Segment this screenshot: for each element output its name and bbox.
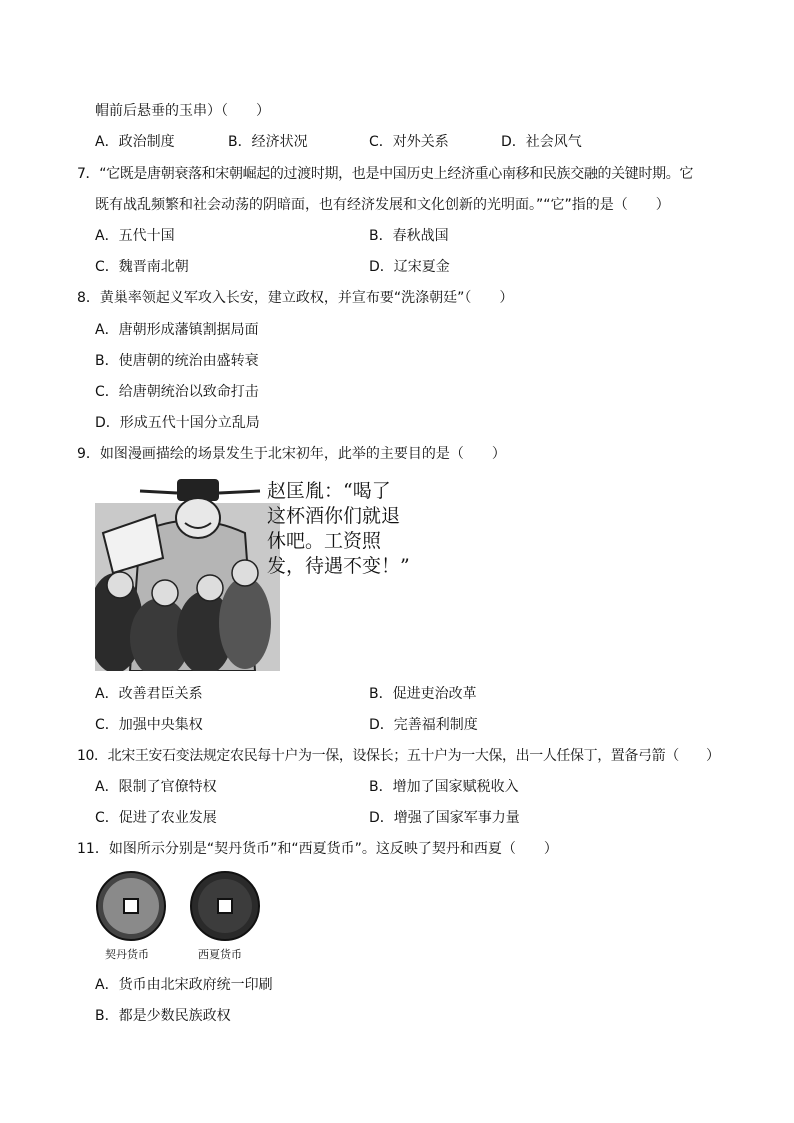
- q8-option-c: C．给唐朝统治以致命打击: [95, 384, 259, 400]
- q7-option-b: B．春秋战国: [369, 228, 449, 244]
- q10-option-c: C．促进了农业发展: [95, 810, 217, 826]
- q10-option-d: D．增强了国家军事力量: [369, 810, 520, 826]
- speech-line: 这杯酒你们就退: [267, 505, 401, 527]
- q10-option-b: B．增加了国家赋税收入: [369, 779, 519, 795]
- q6-option-d: D．社会风气: [501, 134, 582, 150]
- q8-option-a: A．唐朝形成藩镇割据局面: [95, 322, 259, 338]
- q8-option-d: D．形成五代十国分立乱局: [95, 415, 260, 431]
- coin-label-khitan: 契丹货币: [105, 948, 149, 961]
- q6-option-c: C．对外关系: [369, 134, 449, 150]
- q8-option-b: B．使唐朝的统治由盛转衰: [95, 353, 259, 369]
- q9-option-d: D．完善福利制度: [369, 717, 478, 733]
- q6-stem-continuation: 帽前后悬垂的玉串）（ ）: [95, 103, 270, 119]
- q9-option-b: B．促进吏治改革: [369, 686, 477, 702]
- q9-option-c: C．加强中央集权: [95, 717, 203, 733]
- speech-line: 赵匡胤：“喝了: [267, 480, 391, 502]
- q7-option-d: D．辽宋夏金: [369, 259, 450, 275]
- q11-option-b: B．都是少数民族政权: [95, 1008, 231, 1024]
- q11-stem: 11．如图所示分别是“契丹货币”和“西夏货币”。这反映了契丹和西夏（ ）: [77, 841, 558, 857]
- q7-stem-line2: 既有战乱频繁和社会动荡的阴暗面，也有经济发展和文化创新的光明面。”“它”指的是（ ）: [95, 197, 670, 213]
- q9-cartoon: [95, 473, 423, 671]
- speech-line: 休吧。工资照: [267, 530, 382, 552]
- q11-option-a: A．货币由北宋政府统一印刷: [95, 977, 273, 993]
- q9-speech-bubble: [267, 479, 410, 579]
- q10-option-a: A．限制了官僚特权: [95, 779, 217, 795]
- q7-stem-line1: 7．“它既是唐朝衰落和宋朝崛起的过渡时期，也是中国历史上经济重心南移和民族交融的关键时期。它: [77, 166, 694, 182]
- q9-stem: 9．如图漫画描绘的场景发生于北宋初年，此举的主要目的是（ ）: [77, 446, 506, 462]
- q8-stem: 8．黄巢率领起义军攻入长安，建立政权，并宣布要“洗涤朝廷”（ ）: [77, 290, 514, 306]
- coins-illustration-icon: [95, 870, 275, 944]
- q6-option-a: A．政治制度: [95, 134, 175, 150]
- q7-option-c: C．魏晋南北朝: [95, 259, 189, 275]
- q11-coins-figure: [95, 870, 275, 962]
- q9-option-a: A．改善君臣关系: [95, 686, 203, 702]
- q10-stem: 10．北宋王安石变法规定农民每十户为一保，设保长；五十户为一大保，出一人任保丁，置备弓箭（ ）: [77, 748, 720, 764]
- q7-option-a: A．五代十国: [95, 228, 175, 244]
- q6-option-b: B．经济状况: [228, 134, 308, 150]
- coin-label-xixia: 西夏货币: [198, 948, 242, 961]
- speech-line: 发，待遇不变！”: [267, 555, 410, 577]
